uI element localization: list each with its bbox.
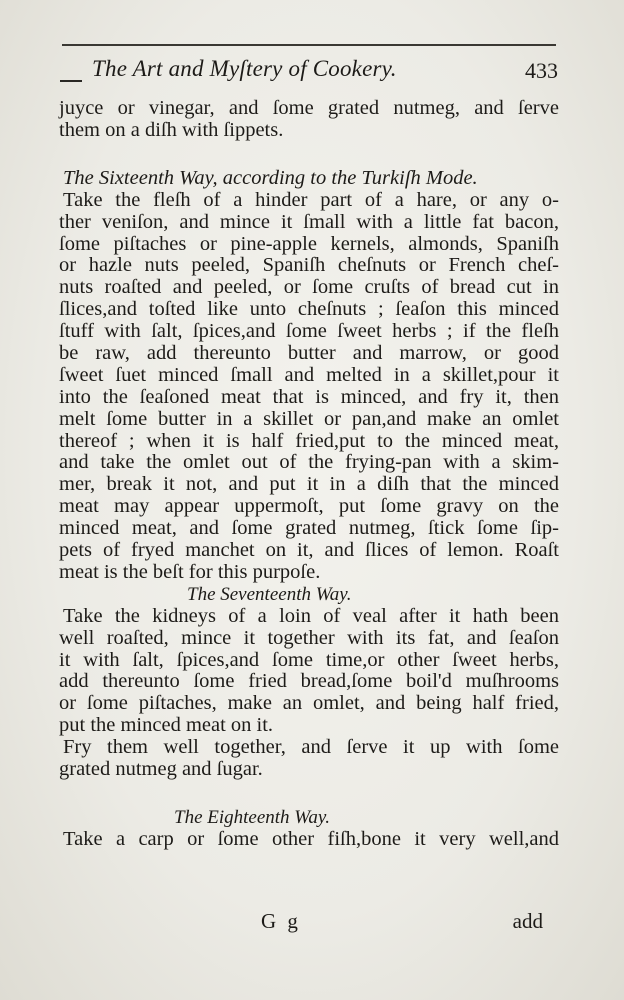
text-line: juyce or vinegar, and ſome grated nutmeg, and ſerve [59,97,559,119]
text-line: be raw, add thereunto butter and marrow, or good [59,342,559,365]
text-line: Take a carp or ſome other fiſh,bone it very well,and [63,827,559,850]
paragraph-seventeenth-way [59,606,559,737]
page-header [60,56,560,90]
text-line: Take the fleſh of a hinder part of a hare, or any o- [63,188,559,211]
text-line: melt ſome butter in a skillet or pan,and make an omlet [59,407,559,430]
text-line: into the ſeaſoned meat that is minced, and fry it, then [59,385,559,408]
paragraph-eighteenth-way [59,829,559,851]
body-text [59,98,559,851]
text-line: put the minced meat on it. [59,714,274,737]
text-line: pets of fryed manchet on it, and ſlices of lemon. Roaſt [59,539,559,562]
text-line: them on a diſh with ſippets. [59,118,284,141]
text-line: meat may appear uppermoſt, put ſome gravy on the [59,495,559,518]
text-line: ſweet ſuet minced ſmall and melted in a skillet,pour it [59,363,559,386]
text-line: well roaſted, mince it together with its fat, and ſeaſon [59,626,559,649]
text-line: Fry them well together, and ſerve it up with ſome [63,736,559,759]
text-line: ſome piſtaches or pine-apple kernels, almonds, Spaniſh [59,232,559,255]
catchword: add [512,909,543,933]
text-line: it with ſalt, ſpices,and ſome time,or other ſweet herbs, [59,648,559,671]
page-footer [59,909,559,933]
text-line: ther veniſon, and mince it ſmall with a little fat bacon, [59,210,559,233]
paragraph-seventeenth-way-continued [59,737,559,781]
text-line: Take the kidneys of a loin of veal after it hath been [63,604,559,627]
text-line: grated nutmeg and ſugar. [59,758,263,781]
heading-sixteenth-way: The Sixteenth Way, according to the Turkiſh Mode. [63,166,478,189]
text-line: meat is the beſt for this purpoſe. [59,560,321,583]
text-line: ſlices,and toſted like unto cheſnuts ; ſeaſon this minced [59,298,559,321]
text-line: mer, break it not, and put it in a diſh that the minced [59,473,559,496]
text-line: ſtuff with ſalt, ſpices,and ſome ſweet herbs ; if the fleſh [59,320,559,343]
text-line: and take the omlet out of the frying-pan with a skim- [59,451,559,474]
heading-seventeenth-way: The Seventeenth Way. [187,583,352,605]
paragraph-sixteenth-way [59,190,559,584]
signature-mark: G g [261,909,301,933]
heading-eighteenth-way: The Eighteenth Way. [174,806,331,828]
text-line: nuts roaſted and peeled, or ſome cruſts of bread cut in [59,276,559,299]
page-number: 433 [525,58,558,83]
text-line: or ſome piſtaches, make an omlet, and being half fried, [59,692,559,715]
paragraph-opening [59,98,559,142]
text-line: thereof ; when it is half fried,put to the minced meat, [59,429,559,452]
text-line: or hazle nuts peeled, Spaniſh cheſnuts or French cheſ- [59,254,559,277]
header-dash [60,80,82,82]
text-line: add thereunto ſome fried bread,ſome boil'd muſhrooms [59,670,559,693]
text-line: minced meat, and ſome grated nutmeg, ſtick ſome ſip- [59,517,559,540]
running-title: The Art and Myſtery of Cookery. [92,56,397,81]
header-rule [62,44,556,46]
